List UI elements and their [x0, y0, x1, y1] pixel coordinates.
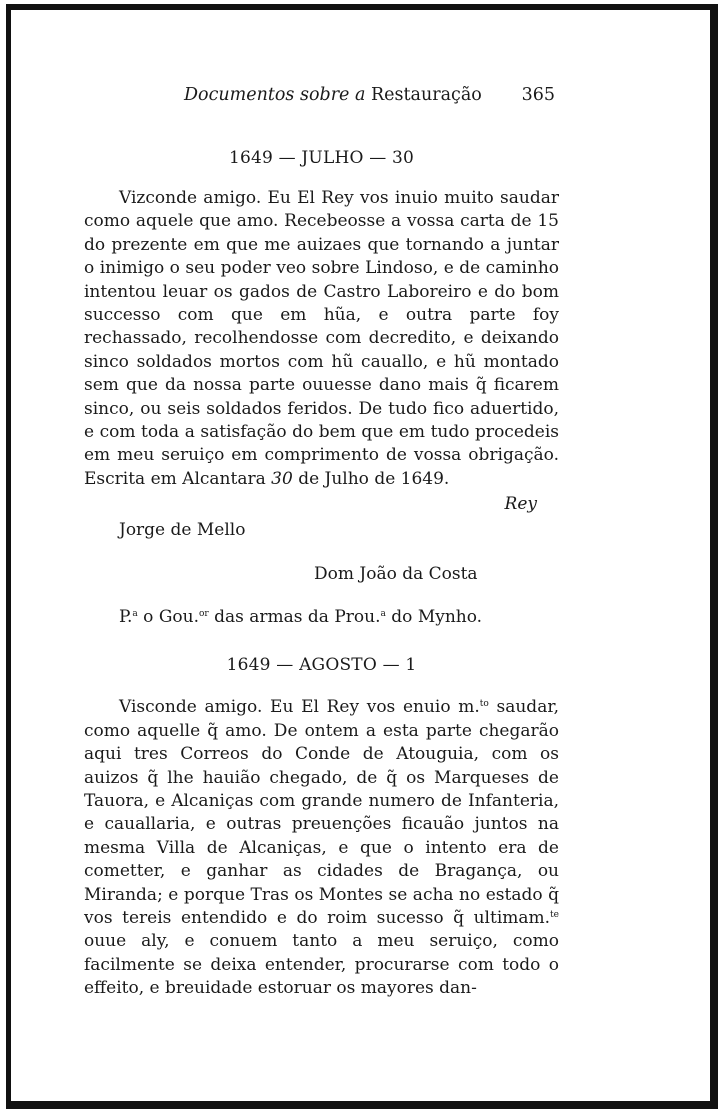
running-head [84, 80, 559, 110]
running-title-rest: Restauração [371, 85, 482, 105]
address-part: das armas da Prou. [208, 607, 381, 628]
document-page [84, 80, 559, 1001]
letter1-date: 1649 — JULHO — 30 [228, 148, 415, 168]
letter2-body-mid: saudar, como aquelle q̃ amo. De ontem a esta parte chegarão aqui tres Correos do Conde de Atouguia, com os auizos q̃ lhe hauião chegado, de q̃ os Marqueses de Tauora, e Alcaniças com grande numero de Infanteria, e cauallaria, e outras preuenções ficauão juntos na mesma Villa de Alcaniças, e que o intento era de cometter, e ganhar as cidades de Bragança, ou Miranda; e porque Tras os Montes se acha no estado q̃ vos tereis entendido e do roim sucesso q̃ ultimam. [84, 697, 559, 928]
address-sup: a [132, 609, 138, 620]
address-part: P. [119, 607, 133, 628]
letter2-body [84, 696, 559, 1000]
letter2-body-start: Visconde amigo. Eu El Rey vos enuio m. [119, 697, 480, 718]
page-number: 365 [521, 85, 555, 105]
recipient-name: Dom João da Costa [314, 564, 478, 585]
address-part: o Gou. [137, 607, 199, 628]
letter2-body-end: ouue aly, e conuem tanto a meu seruiço, como facilmente se deixa entender, procurarse com todo o effeito, e breuidade estoruar os mayores dan- [84, 931, 559, 999]
letter2-date: 1649 — AGOSTO — 1 [226, 655, 417, 676]
address-sup: or [199, 609, 209, 620]
running-title-italic: Documentos sobre a [184, 85, 366, 105]
running-title [184, 85, 482, 105]
letter1-body-text: Vizconde amigo. Eu El Rey vos inuio muito saudar como aquele que amo. Recebeosse a vossa carta de 15 do prezente em que me auizaes que tornando a juntar o inimigo o seu poder veo sobre Lindoso, e de caminho intentou leuar os gados de Castro Laboreiro e do bom successo com que em hũa, e outra parte foy rechassado, recolhendosse com decredito, e deixando sinco soldados mortos com hũ cauallo, e hũ montado sem que da nossa parte ouuesse dano mais q̃ ficarem sinco, ou seis soldados feridos. De tudo fico aduertido, e com toda a satisfação do bem que em tudo procedeis em meu seruiço em comprimento de vossa obrigação. Escrita em Alcantara [84, 188, 559, 489]
letter1-closing-rest: de Julho de 1649. [298, 468, 450, 489]
signature-secretary: Jorge de Mello [119, 520, 246, 541]
address-line [119, 606, 559, 629]
letter1-body [84, 187, 559, 491]
signature-rey: Rey [504, 494, 537, 515]
letter1-closing-day: 30 [271, 468, 293, 489]
letter2-sup1: to [479, 699, 489, 710]
address-part: do Mynho. [385, 607, 483, 628]
letter2-sup2: te [550, 909, 559, 920]
address-sup: a [380, 609, 386, 620]
